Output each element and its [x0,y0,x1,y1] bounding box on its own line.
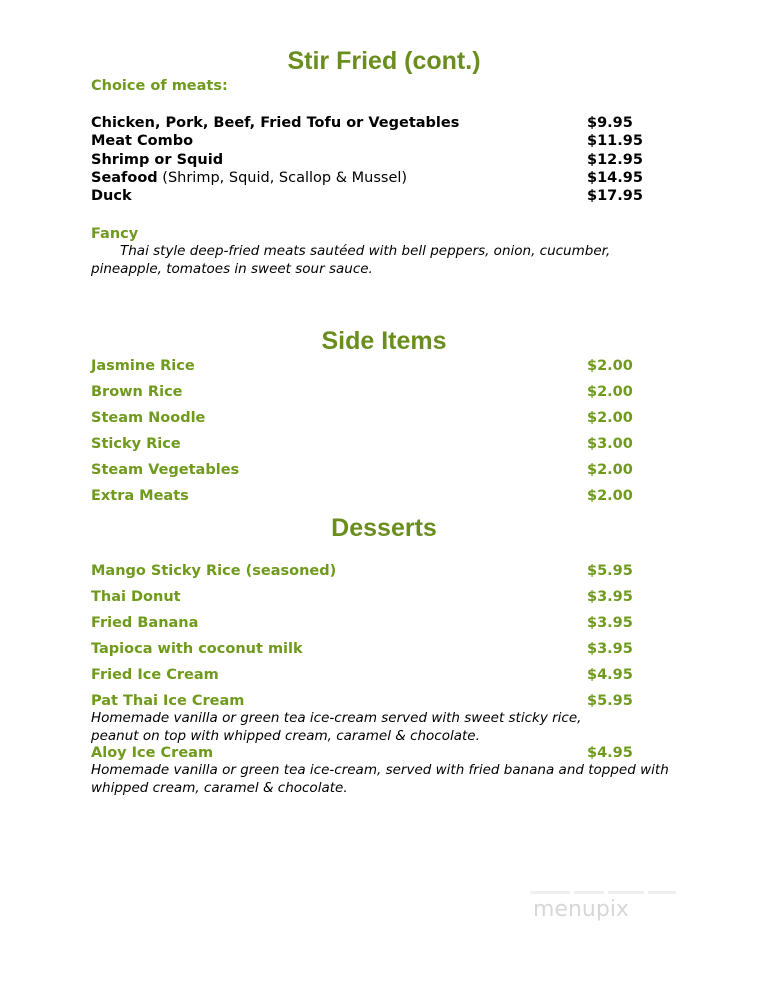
item-name: Extra Meats [91,488,189,504]
item-price: $5.95 [587,563,633,579]
fancy-description [91,243,691,278]
menu-item [91,410,651,430]
item-price: $2.00 [587,358,633,374]
item-name: Aloy Ice Cream [91,745,214,761]
menu-item [91,133,651,153]
item-name: Brown Rice [91,384,183,400]
item-name: Shrimp or Squid [91,152,224,168]
menu-item [91,115,651,135]
item-price: $3.00 [587,436,633,452]
item-name: Fried Banana [91,615,199,631]
item-price: $3.95 [587,615,633,631]
item-name: Tapioca with coconut milk [91,641,303,657]
item-detail: (Shrimp, Squid, Scallop & Mussel) [157,170,408,186]
item-name: Sticky Rice [91,436,181,452]
watermark-tagline [530,882,680,888]
menu-item [91,358,651,378]
item-price: $2.00 [587,488,633,504]
watermark: menupix [533,897,629,922]
item-price: $5.95 [587,693,633,709]
item-price: $14.95 [587,170,643,186]
item-name: Meat Combo [91,133,194,149]
item-price: $12.95 [587,152,643,168]
item-name: Seafood [91,170,158,186]
menu-item [91,589,651,609]
menu-item [91,563,651,583]
item-name: Jasmine Rice [91,358,195,374]
menu-item [91,152,651,172]
menu-item [91,462,651,482]
item-price: $4.95 [587,745,633,761]
menu-item [91,436,651,456]
menu-item [91,615,651,635]
fancy-description-line1: Thai style deep-fried meats sautéed with bell peppers, onion, cucumber, [120,243,611,259]
item-description [91,762,691,797]
item-name: Mango Sticky Rice (seasoned) [91,563,337,579]
menu-item [91,188,651,208]
item-name: Fried Ice Cream [91,667,219,683]
item-price: $3.95 [587,641,633,657]
item-price: $11.95 [587,133,643,149]
item-name-with-detail [91,170,407,186]
item-name: Pat Thai Ice Cream [91,693,245,709]
menu-item [91,384,651,404]
item-description-line1: Homemade vanilla or green tea ice-cream, served with fried banana and topped with [91,762,669,778]
side-items-title: Side Items [321,327,447,355]
item-name: Steam Vegetables [91,462,240,478]
fancy-description-line2: pineapple, tomatoes in sweet sour sauce. [91,260,373,277]
item-description-line2: whipped cream, caramel & chocolate. [91,779,348,796]
item-description [91,710,691,745]
menu-item [91,641,651,661]
item-price: $3.95 [587,589,633,605]
item-price: $2.00 [587,410,633,426]
item-price: $2.00 [587,462,633,478]
stir-fried-title: Stir Fried (cont.) [287,47,481,75]
item-description-line2: peanut on top with whipped cream, caramel & chocolate. [91,727,480,744]
item-price: $17.95 [587,188,643,204]
item-description-line1: Homemade vanilla or green tea ice-cream served with sweet sticky rice, [91,710,582,726]
desserts-title: Desserts [331,514,437,542]
item-name: Duck [91,188,132,204]
item-name: Chicken, Pork, Beef, Fried Tofu or Vegetables [91,115,460,131]
item-name: Steam Noodle [91,410,206,426]
item-price: $4.95 [587,667,633,683]
menu-item [91,667,651,687]
menu-item [91,488,651,508]
fancy-label: Fancy [91,226,139,242]
choice-of-meats-label: Choice of meats: [91,78,228,94]
item-price: $9.95 [587,115,633,131]
menu-item [91,170,651,190]
item-name: Thai Donut [91,589,181,605]
item-price: $2.00 [587,384,633,400]
